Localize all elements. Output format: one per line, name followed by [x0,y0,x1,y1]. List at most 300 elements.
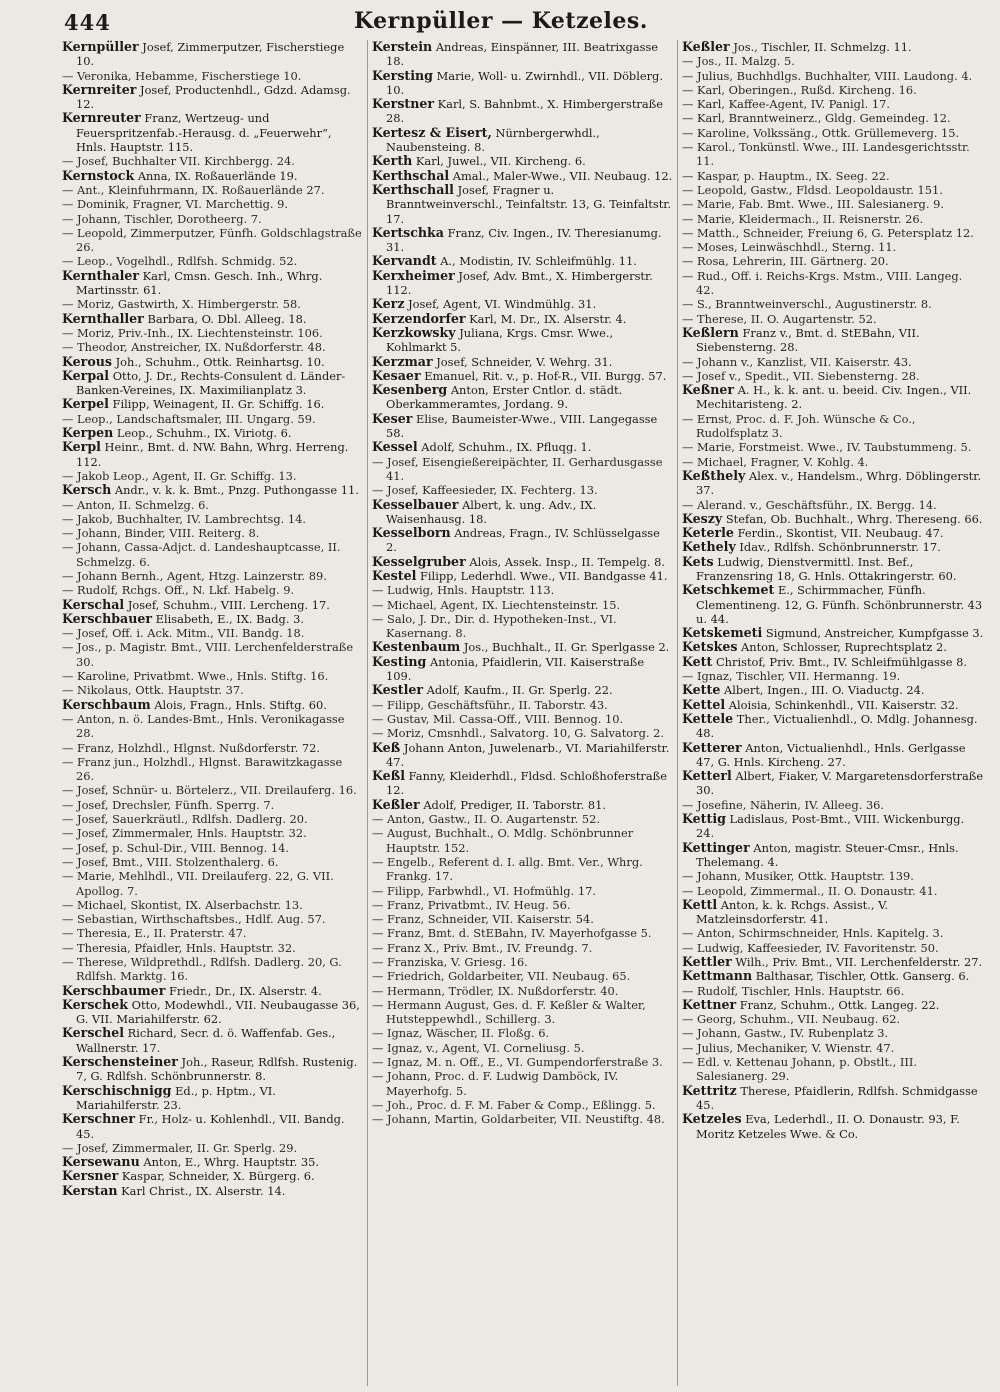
entry-surname: Kerzendorfer [372,310,466,326]
entry-surname: Keser [372,410,413,426]
entry-details: Therese, Pfaidlerin, Rdlfsh. Schmidgasse 45. [696,1083,978,1112]
entry-surname: Kesenberg [372,382,448,398]
directory-entry [62,426,363,440]
entry-details: — Theresia, E., II. Praterstr. 47. [62,926,247,941]
entry-details: — Marie, Forstmeist. Wwe., IV. Taubstummeng. 5. [682,440,972,455]
directory-entry [682,769,984,798]
entry-surname: Keßler [682,40,730,54]
entry-details: Filipp, Lederhdl. Wwe., VII. Bandgasse 41. [420,568,668,583]
entry-surname: Kettritz [682,1082,737,1098]
entry-details: — Julius, Mechaniker, V. Wienstr. 47. [682,1040,895,1055]
directory-entry [62,1184,363,1198]
entry-details: Barbara, O. Dbl. Alleeg. 18. [147,311,307,326]
entry-details: Anton, Erster Cntlor. d. städt. Oberkammeramtes, Jordang. 9. [386,383,623,412]
directory-entry [682,683,984,697]
entry-details: Idav., Rdlfsh. Schönbrunnerstr. 17. [739,540,941,555]
entry-surname: Kerzkowsky [372,324,456,340]
directory-entry [682,240,984,254]
entry-details: — Josef, Bmt., VIII. Stolzenthalerg. 6. [62,854,279,869]
entry-details: Andreas, Fragn., IV. Schlüsselgasse 2. [386,526,660,555]
directory-entry [682,712,984,741]
entry-details: Jos., Buchhalt., II. Gr. Sperlgasse 2. [463,640,670,655]
directory-entry [682,97,984,111]
directory-entry [372,798,673,812]
entry-surname: Kerpl [62,439,101,455]
directory-entry [682,669,984,683]
entry-details: — Karoline, Volkssäng., Ottk. Grüllemeverg. 15. [682,125,960,140]
directory-entry [682,655,984,669]
entry-details: Franz, Wertzeug- und Feuerspritzenfab.-Herausg. d. „Feuerwehr“, Hnls. Hauptstr. 115. [76,111,332,155]
directory-entry [62,512,363,526]
directory-entry [372,69,673,98]
entry-details: — Josef, Zimmermaler, Hnls. Hauptstr. 32. [62,826,307,841]
entry-surname: Kernthaler [62,267,140,283]
entry-details: — Ignaz, v., Agent, VI. Corneliusg. 5. [372,1040,585,1055]
entry-details: Ferdin., Skontist, VII. Neubaug. 47. [737,526,944,541]
entry-details: — Nikolaus, Ottk. Hauptstr. 37. [62,683,244,698]
entry-surname: Kernthaller [62,310,144,326]
directory-entry [62,598,363,612]
entry-details: — August, Buchhalt., O. Mdlg. Schönbrunner Hauptstr. 152. [372,826,634,855]
directory-entry [372,984,673,998]
entry-surname: Ketskes [682,639,738,655]
entry-surname: Ketschkemet [682,582,775,598]
directory-entry [62,869,363,898]
entry-surname: Kerous [62,353,112,369]
entry-details: — Moriz, Priv.-Inh., IX. Liechtensteinstr. 106. [62,325,323,340]
directory-entry [62,1141,363,1155]
directory-entry [682,512,984,526]
directory-entry [62,741,363,755]
entry-details: Josef, Agent, VI. Windmühlg. 31. [408,297,597,312]
entry-details: Antonia, Pfaidlerin, VII. Kaiserstraße 109. [386,654,645,684]
entry-surname: Kerz [372,296,405,312]
directory-entry [372,912,673,926]
entry-surname: Kersch [62,482,112,498]
entry-details: — Engelb., Referent d. I. allg. Bmt. Ver., Whrg. Frankg. 17. [372,854,643,884]
entry-details: — Jakob, Buchhalter, IV. Lambrechtsg. 14. [62,511,307,526]
entry-details: Adolf, Kaufm., II. Gr. Sperlg. 22. [426,683,613,698]
entry-surname: Kerthschal [372,167,450,183]
directory-entry [372,97,673,126]
directory-entry [682,169,984,183]
directory-entry [372,826,673,855]
directory-entry [62,254,363,268]
entry-details: — Josef, Eisengießereipächter, II. Gerhardusgasse 41. [372,454,663,483]
entry-details: — Leopold, Gastw., Fldsd. Leopoldaustr. 151. [682,182,943,197]
entry-details: — Karl, Branntweinerz., Gldg. Gemeindeg. 12. [682,111,951,126]
page-number: 444 [64,10,111,35]
directory-entry [372,812,673,826]
directory-entry [62,1112,363,1141]
entry-surname: Kerpal [62,367,110,383]
directory-entry [372,698,673,712]
entry-surname: Keß [372,739,401,755]
entry-details: Andr., v. k. k. Bmt., Pnzg. Puthongasse 11. [114,483,359,498]
page-header [12,6,990,40]
entry-surname: Kerthschall [372,181,454,197]
directory-entry [62,569,363,583]
directory-entry [682,369,984,383]
entry-surname: Kesselbauer [372,496,459,512]
entry-details: — Rudolf, Rchgs. Off., N. Lkf. Habelg. 9. [62,583,295,598]
directory-entry [682,898,984,927]
directory-entry [682,126,984,140]
entry-details: A. H., k. k. ant. u. beeid. Civ. Ingen., VII. Mechitaristeng. 2. [696,383,972,412]
directory-entry [682,498,984,512]
entry-surname: Kesselgruber [372,553,466,569]
directory-entry [372,741,673,770]
entry-details: Andreas, Einspänner, III. Beatrixgasse 18. [386,40,659,69]
entry-details: — S., Branntweinverschl., Augustinerstr. 8. [682,297,932,312]
directory-entry [62,712,363,741]
entry-details: — Anton, II. Schmelzg. 6. [62,497,209,512]
entry-details: — Ignaz, Wäscher, II. Floßg. 6. [372,1026,550,1041]
directory-entry [682,111,984,125]
entry-details: Joh., Schuhm., Ottk. Reinhartsg. 10. [115,354,325,369]
directory-entry [62,683,363,697]
entry-details: — Leop., Landschaftsmaler, III. Ungarg. 59. [62,411,316,426]
directory-entry [372,1055,673,1069]
entry-surname: Kerschel [62,1025,125,1041]
entry-details: — Moriz, Cmsnhdl., Salvatorg. 10, G. Salvatorg. 2. [372,726,664,741]
directory-entry [372,598,673,612]
directory-entry [682,1055,984,1084]
entry-details: — Leop., Vogelhdl., Rdlfsh. Schmidg. 52. [62,254,298,269]
directory-entry [62,326,363,340]
entry-details: — Johann, Binder, VIII. Reiterg. 8. [62,526,260,541]
directory-entry [682,54,984,68]
entry-details: — Franz, Schneider, VII. Kaiserstr. 54. [372,912,594,927]
entry-surname: Keterle [682,525,734,541]
directory-entry [372,355,673,369]
entry-details: Christof, Priv. Bmt., IV. Schleifmühlgasse 8. [715,654,967,669]
directory-entry [372,855,673,884]
directory-entry [62,855,363,869]
entry-details: — Jakob Leop., Agent, II. Gr. Schiffg. 13. [62,468,297,483]
entry-details: — Johann, Gastw., IV. Rubenplatz 3. [682,1026,889,1041]
directory-entry [62,640,363,669]
directory-entry [372,183,673,226]
entry-details: — Ludwig, Hnls. Hauptstr. 113. [372,583,555,598]
directory-entry [372,1026,673,1040]
entry-surname: Kesselborn [372,525,451,541]
directory-entry [682,140,984,169]
directory-entry [682,1112,984,1141]
directory-entry [62,898,363,912]
directory-entry [372,483,673,497]
entry-details: Alois, Assek. Insp., II. Tempelg. 8. [469,554,666,569]
directory-entry [372,726,673,740]
directory-entry [682,69,984,83]
entry-surname: Kersewanu [62,1154,140,1170]
entry-details: Franz, Civ. Ingen., IV. Theresianumg. 31. [386,225,662,255]
entry-surname: Keszy [682,510,723,526]
directory-entry [682,312,984,326]
entry-details: Josef, Fragner u. Branntweinverschl., Teinfaltstr. 13, G. Teinfaltstr. 17. [386,182,672,226]
entry-surname: Kerschbauer [62,610,153,626]
entry-surname: Kerschbaumer [62,982,166,998]
entry-surname: Kersner [62,1168,119,1184]
directory-entry [62,941,363,955]
entry-surname: Kesting [372,653,427,669]
entry-details: — Franz, Privatbmt., IV. Heug. 56. [372,897,571,912]
directory-entry [682,412,984,441]
directory-entry [62,526,363,540]
directory-entry [682,555,984,584]
directory-entry [682,197,984,211]
entry-details: — Josef, Off. i. Ack. Mitm., VII. Bandg. 18. [62,626,305,641]
directory-entry [682,1041,984,1055]
directory-entry [682,926,984,940]
directory-entry [372,498,673,527]
entry-details: — Therese, II. O. Augartenstr. 52. [682,311,877,326]
entry-details: — Marie, Mehlhdl., VII. Dreilauferg. 22, G. VII. Apollog. 7. [62,869,334,898]
entry-details: — Karl, Oberingen., Rußd. Kircheng. 16. [682,82,917,97]
entry-details: — Georg, Schuhm., VII. Neubaug. 62. [682,1012,901,1027]
entry-details: — Johann Bernh., Agent, Htzg. Lainzerstr. 89. [62,568,327,583]
entry-details: Kaspar, Schneider, X. Bürgerg. 6. [121,1169,315,1184]
entry-details: — Sebastian, Wirthschaftsbes., Hdlf. Aug. 57. [62,912,326,927]
directory-entry [62,412,363,426]
entry-details: — Ignaz, Tischler, VII. Hermanng. 19. [682,669,901,684]
entry-surname: Kerstan [62,1182,118,1198]
entry-details: — Rudolf, Tischler, Hnls. Hauptstr. 66. [682,983,905,998]
entry-surname: Kernreuter [62,110,141,126]
entry-details: Otto, Modewhdl., VII. Neubaugasse 36, G. VII. Mariahilferstr. 62. [76,997,360,1027]
entry-details: Wilh., Priv. Bmt., VII. Lerchenfelderstr. 27. [735,955,983,969]
entry-details: Josef, Productenhdl., Gdzd. Adamsg. 12. [76,82,351,112]
directory-entry [682,269,984,298]
entry-surname: Kesaer [372,367,421,383]
directory-entry [62,212,363,226]
directory-entry [372,312,673,326]
directory-entry [62,498,363,512]
entry-details: Heinr., Bmt. d. NW. Bahn, Whrg. Herreng. 112. [76,440,349,469]
directory-entry [62,1055,363,1084]
directory-entry [372,269,673,298]
entry-details: — Michael, Agent, IX. Liechtensteinstr. 15. [372,597,621,612]
directory-entry [62,755,363,784]
directory-entry [372,1098,673,1112]
entry-details: — Ernst, Proc. d. F. Joh. Wünsche & Co., Rudolfsplatz 3. [682,411,916,441]
directory-entry [62,154,363,168]
entry-details: Sigmund, Anstreicher, Kumpfgasse 3. [765,626,984,641]
entry-details: Johann Anton, Juwelenarb., VI. Mariahilferstr. 47. [386,740,670,769]
entry-surname: Ketskemeti [682,625,763,641]
directory-entry [682,812,984,841]
directory-entry [62,626,363,640]
directory-entry [62,1169,363,1183]
entry-surname: Keßler [372,796,420,812]
entry-surname: Kestler [372,682,424,698]
directory-entry [62,926,363,940]
entry-details: Ed., p. Hptm., VI. Mariahilferstr. 23. [76,1083,276,1112]
entry-details: — Josef, Drechsler, Fünfh. Sperrg. 7. [62,797,275,812]
directory-entry [372,555,673,569]
entry-details: — Ludwig, Kaffeesieder, IV. Favoritenstr. 50. [682,940,939,955]
entry-details: — Franz, Holzhdl., Hlgnst. Nußdorferstr. 72. [62,740,321,755]
entry-details: — Moses, Leinwäschhdl., Sterng. 11. [682,240,897,255]
entry-surname: Kernpüller [62,40,139,54]
entry-details: Balthasar, Tischler, Ottk. Ganserg. 6. [755,969,970,984]
entry-details: — Jos., II. Malzg. 5. [682,54,795,69]
entry-surname: Kettinger [682,839,750,855]
entry-details: — Jos., p. Magistr. Bmt., VIII. Lerchenfelderstraße 30. [62,640,354,669]
directory-entry [682,297,984,311]
entry-surname: Kertesz & Eisert, [372,124,492,140]
entry-details: Franz v., Bmt. d. StEBahn, VII. Siebensterng. 28. [696,325,920,355]
entry-details: — Rosa, Lehrerin, III. Gärtnerg. 20. [682,254,889,269]
directory-entry [372,569,673,583]
directory-entry [682,526,984,540]
entry-details: Anton, Schlosser, Ruprechtsplatz 2. [741,640,947,655]
directory-entry [62,269,363,298]
entry-details: — Ant., Kleinfuhrmann, IX. Roßauerlände 27. [62,182,325,197]
directory-entry [62,783,363,797]
entry-details: Franz, Schuhm., Ottk. Langeg. 22. [739,997,940,1012]
directory-entry [62,1026,363,1055]
entry-details: Albert, k. ung. Adv., IX. Waisenhausg. 18. [386,497,597,526]
directory-entry [62,69,363,83]
directory-entry [372,383,673,412]
entry-details: — Ignaz, M. n. Off., E., VI. Gumpendorferstraße 3. [372,1055,663,1070]
entry-details: Alex. v., Handelsm., Whrg. Döblingerstr. 37. [696,468,982,498]
entry-surname: Kerschischnigg [62,1082,172,1098]
entry-details: Friedr., Dr., IX. Alserstr. 4. [168,983,322,998]
entry-details: — Therese, Wildprethdl., Rdlfsh. Dadlerg. 20, G. Rdlfsh. Marktg. 16. [62,955,342,984]
entry-details: Eva, Lederhdl., II. O. Donaustr. 93, F. Moritz Ketzeles Wwe. & Co. [696,1112,960,1141]
entry-details: — Alerand. v., Geschäftsführ., IX. Bergg. 14. [682,497,937,512]
entry-surname: Kestel [372,567,417,583]
entry-details: — Karoline, Privatbmt. Wwe., Hnls. Stiftg. 16. [62,669,329,684]
entry-surname: Kervandt [372,253,437,269]
entry-details: — Dominik, Fragner, VI. Marchettig. 9. [62,197,289,212]
entry-details: Karl, M. Dr., IX. Alserstr. 4. [469,311,627,326]
entry-surname: Kerschensteiner [62,1054,178,1070]
directory-entry [62,1084,363,1113]
entry-details: Fanny, Kleiderhdl., Fldsd. Schloßhoferstraße 12. [386,769,668,798]
entry-details: — Josef v., Spedit., VII. Siebensterng. 28. [682,368,920,383]
directory-entry [372,941,673,955]
entry-details: Karl, S. Bahnbmt., X. Himbergerstraße 28. [386,97,663,126]
entry-surname: Kerpel [62,396,109,412]
directory-entry [682,941,984,955]
directory-entry [62,397,363,411]
column-1 [62,40,368,1386]
directory-entry [62,812,363,826]
entry-details: Emanuel, Rit. v., p. Hof-R., VII. Burgg. 57. [424,368,667,383]
entry-surname: Ketzeles [682,1111,742,1127]
entry-details: — Filipp, Geschäftsführ., II. Taborstr. 43. [372,697,608,712]
directory-entry [372,969,673,983]
entry-surname: Keßthely [682,467,746,483]
directory-entry [372,683,673,697]
entry-details: Adolf, Schuhm., IX. Pfluqg. 1. [421,440,592,455]
directory-entry [62,669,363,683]
directory-entry [372,297,673,311]
directory-entry [62,340,363,354]
entry-surname: Kerstner [372,96,435,112]
directory-entry [372,1112,673,1126]
directory-entry [372,884,673,898]
directory-entry [62,998,363,1027]
entry-details: — Julius, Buchhdlgs. Buchhalter, VIII. Laudong. 4. [682,68,973,83]
column-3 [682,40,988,1386]
entry-surname: Kerpen [62,425,114,441]
entry-details: — Theodor, Anstreicher, IX. Nußdorferstr. 48. [62,340,326,355]
entry-details: — Anton, Schirmschneider, Hnls. Kapitelg. 3. [682,926,944,941]
directory-entry [62,111,363,154]
entry-details: Karl, Juwel., VII. Kircheng. 6. [415,154,586,169]
directory-entry [682,226,984,240]
entry-details: — Matth., Schneider, Freiung 6, G. Petersplatz 12. [682,225,974,240]
entry-surname: Kettele [682,710,734,726]
entry-surname: Keßner [682,382,735,398]
entry-details: Karl, Cmsn. Gesch. Inh., Whrg. Martinsstr. 61. [76,268,323,298]
entry-details: — Franz X., Priv. Bmt., IV. Freundg. 7. [372,940,593,955]
directory-entry [62,841,363,855]
entry-surname: Kerschbaum [62,696,151,712]
directory-entry [62,698,363,712]
directory-entry [62,984,363,998]
entry-surname: Kestenbaum [372,639,461,655]
entry-details: — Franz, Bmt. d. StEBahn, IV. Mayerhofgasse 5. [372,926,652,941]
entry-details: Stefan, Ob. Buchhalt., Whrg. Thereseng. 66. [725,511,983,526]
entry-details: Josef, Zimmerputzer, Fischerstiege 10. [76,40,345,69]
directory-entry [372,712,673,726]
directory-entry [372,583,673,597]
entry-surname: Kets [682,553,714,569]
directory-entry [682,969,984,983]
directory-entry [62,1155,363,1169]
entry-details: — Anton, n. ö. Landes-Bmt., Hnls. Veronikagasse 28. [62,711,345,741]
entry-details: — Filipp, Farbwhdl., VI. Hofmühlg. 17. [372,883,596,898]
entry-surname: Kernstock [62,167,135,183]
entry-details: Ther., Victualienhdl., O. Mdlg. Johannesg. 48. [696,711,978,741]
entry-details: — Anton, Gastw., II. O. Augartenstr. 52. [372,812,601,827]
directory-entry [62,612,363,626]
entry-details: — Johann, Cassa-Adjct. d. Landeshauptcasse, II. Schmelzg. 6. [62,540,341,569]
entry-details: — Josef, Zimmermaler, II. Gr. Sperlg. 29. [62,1140,298,1155]
entry-surname: Kersting [372,67,433,83]
directory-entry [62,440,363,469]
directory-entry [682,626,984,640]
entry-surname: Keßl [372,768,406,784]
entry-details: — Johann v., Kanzlist, VII. Kaiserstr. 43. [682,354,912,369]
directory-entry [372,998,673,1027]
directory-entry [682,841,984,870]
entry-details: Ludwig, Dienstvermittl. Inst. Bef., Franzensring 18, G. Hnls. Ottakringerstr. 60. [696,554,957,583]
directory-entry [682,455,984,469]
directory-entry [372,1069,673,1098]
entry-surname: Kerzmar [372,353,433,369]
directory-entry [682,640,984,654]
directory-entry [682,469,984,498]
entry-columns [62,40,990,1386]
entry-surname: Kettl [682,896,718,912]
entry-details: — Hermann, Trödler, IX. Nußdorferstr. 40. [372,983,619,998]
directory-entry [682,869,984,883]
entry-details: — Joh., Proc. d. F. M. Faber & Comp., Eßlingg. 5. [372,1097,656,1112]
entry-details: Josef, Adv. Bmt., X. Himbergerstr. 112. [386,268,653,298]
entry-details: — Michael, Skontist, IX. Alserbachstr. 13. [62,897,303,912]
directory-entry [682,355,984,369]
directory-entry [682,383,984,412]
directory-entry [682,698,984,712]
directory-entry [682,1084,984,1113]
entry-details: — Josef, Schnür- u. Börtelerz., VII. Dreilauferg. 16. [62,783,357,798]
